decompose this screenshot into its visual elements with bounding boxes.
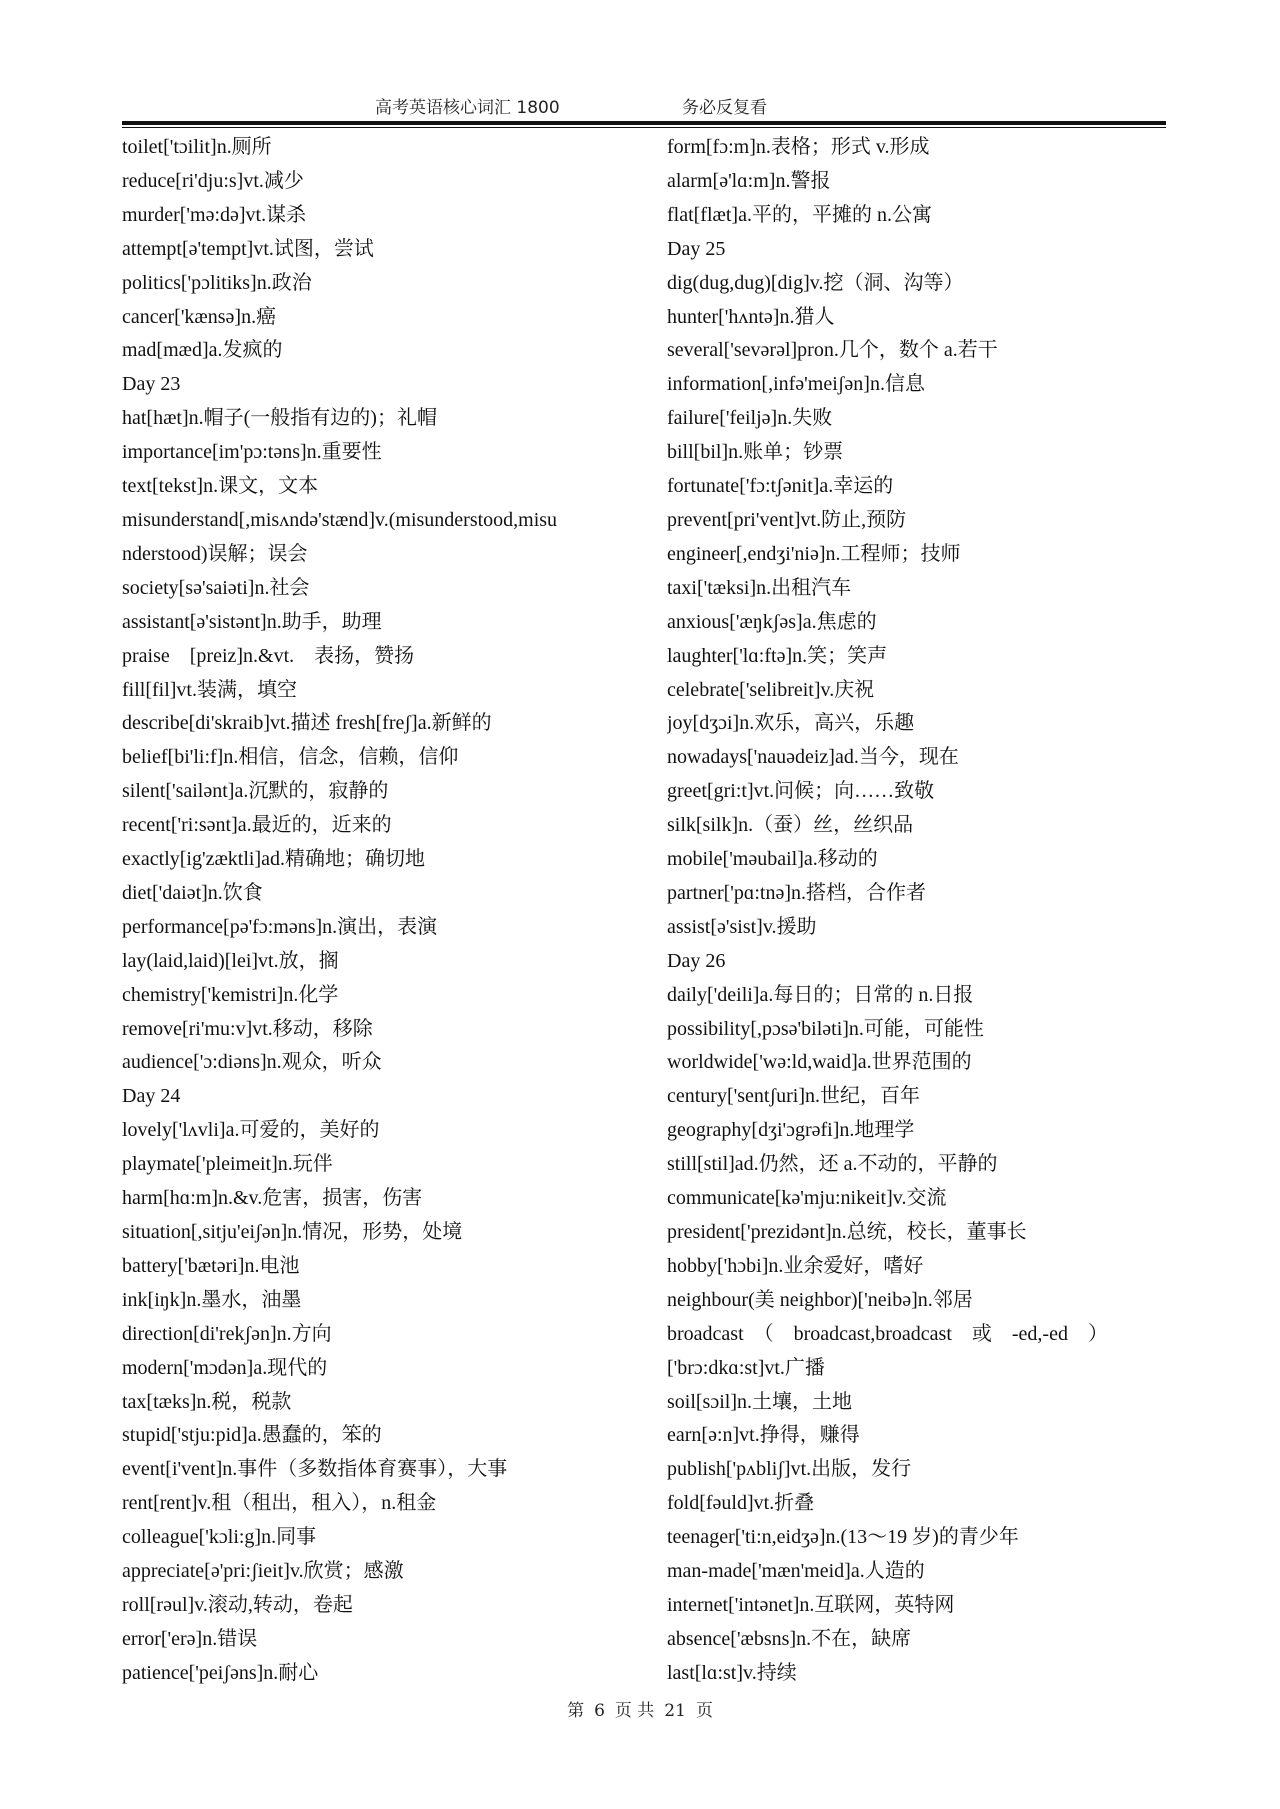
- vocab-entry: engineer[,endʒi'niə]n.工程师；技师: [667, 542, 961, 565]
- day-heading: Day 23: [122, 373, 181, 396]
- vocab-entry: attempt[ə'tempt]vt.试图，尝试: [122, 237, 374, 260]
- vocab-entry: daily['deili]a.每日的；日常的 n.日报: [667, 983, 974, 1006]
- vocab-entry: century['sentʃuri]n.世纪，百年: [667, 1085, 920, 1108]
- vocab-entry: mobile['məubail]a.移动的: [667, 848, 878, 871]
- vocab-entry: roll[rəul]v.滚动,转动，卷起: [122, 1593, 353, 1616]
- vocab-entry: form[fɔ:m]n.表格；形式 v.形成: [667, 136, 930, 158]
- vocab-entry: dig(dug,dug)[dig]v.挖（洞、沟等）: [667, 271, 964, 294]
- vocab-entry: possibility[,pɔsə'biləti]n.可能，可能性: [667, 1017, 984, 1040]
- vocab-entry: joy[dʒɔi]n.欢乐，高兴，乐趣: [667, 712, 915, 735]
- vocab-entry: taxi['tæksi]n.出租汽车: [667, 576, 852, 599]
- page-header: [122, 93, 1166, 119]
- vocab-entry: belief[bi'li:f]n.相信，信念，信赖，信仰: [122, 746, 459, 769]
- vocab-entry: laughter['lɑ:ftə]n.笑；笑声: [667, 644, 888, 667]
- vocab-entry: information[,infə'meiʃən]n.信息: [667, 373, 925, 396]
- vocab-entry: toilet['tɔilit]n.厕所: [122, 136, 272, 158]
- vocab-entry: assistant[ə'sistənt]n.助手，助理: [122, 610, 382, 633]
- vocab-entry: misunderstand[,misʌndə'stænd]v.(misunderstood,misu: [122, 508, 558, 531]
- footer-prefix: 第: [567, 1701, 585, 1721]
- vocab-entry: still[stil]ad.仍然，还 a.不动的，平静的: [667, 1153, 998, 1176]
- vocab-entry: president['prezidənt]n.总统，校长，董事长: [667, 1221, 1027, 1243]
- footer-suffix: 页: [695, 1701, 713, 1721]
- vocab-entry: battery['bætəri]n.电池: [122, 1254, 300, 1277]
- footer-page-number: 6: [594, 1701, 605, 1721]
- vocab-entry: silk[silk]n.（蚕）丝，丝织品: [667, 814, 914, 837]
- header-title: 高考英语核心词汇 1800: [375, 98, 560, 118]
- vocab-entry: failure['feiljə]n.失败: [667, 407, 833, 430]
- vocab-entry: communicate[kə'mju:nikeit]v.交流: [667, 1187, 947, 1210]
- vocab-entry: man-made['mæn'meid]a.人造的: [667, 1560, 925, 1583]
- vocab-entry: absence['æbsns]n.不在，缺席: [667, 1627, 912, 1650]
- vocab-entry: soil[sɔil]n.土壤，土地: [667, 1390, 852, 1413]
- footer-total-pages: 21: [664, 1701, 686, 1721]
- vocab-entry: ink[iŋk]n.墨水，油墨: [122, 1288, 302, 1311]
- vocab-entry: geography[dʒi'ɔgrəfi]n.地理学: [667, 1119, 915, 1142]
- vocab-entry: direction[di'rekʃən]n.方向: [122, 1322, 332, 1345]
- vocab-entry: ['brɔ:dkɑ:st]vt.广播: [667, 1356, 825, 1379]
- vocab-entry: text[tekst]n.课文，文本: [122, 475, 319, 498]
- day-heading: Day 26: [667, 949, 726, 972]
- vocab-entry: praise [preiz]n.&vt. 表扬，赞扬: [122, 644, 415, 667]
- vocab-entry: performance[pə'fɔ:məns]n.演出，表演: [122, 915, 438, 938]
- vocab-entry: modern['mɔdən]a.现代的: [122, 1356, 328, 1379]
- left-column: [122, 131, 642, 1691]
- vocab-entry: patience['peiʃəns]n.耐心: [122, 1661, 319, 1684]
- vocab-entry: fill[fil]vt.装满，填空: [122, 678, 297, 701]
- vocab-entry: alarm[ə'lɑ:m]n.警报: [667, 169, 831, 192]
- vocab-entry: lovely['lʌvli]a.可爱的，美好的: [122, 1119, 380, 1142]
- vocab-entry: tax[tæks]n.税，税款: [122, 1390, 292, 1413]
- vocab-entry: several['sevərəl]pron.几个，数个 a.若干: [667, 339, 998, 362]
- vocab-entry: colleague['kɔli:g]n.同事: [122, 1526, 317, 1549]
- header-note: 务必反复看: [682, 98, 767, 118]
- vocab-entry: assist[ə'sist]v.援助: [667, 915, 817, 938]
- page-footer: [0, 1696, 1280, 1721]
- vocab-entry: harm[hɑ:m]n.&v.危害，损害，伤害: [122, 1187, 423, 1210]
- day-heading: Day 24: [122, 1085, 181, 1108]
- vocab-entry: recent['ri:sənt]a.最近的，近来的: [122, 814, 392, 837]
- header-rule-thick: [122, 121, 1166, 125]
- vocab-entry: murder['mə:də]vt.谋杀: [122, 203, 307, 226]
- vocab-entry: situation[,sitju'eiʃən]n.情况，形势，处境: [122, 1221, 463, 1243]
- vocab-entry: flat[flæt]a.平的，平摊的 n.公寓: [667, 203, 932, 226]
- vocab-entry: prevent[pri'vent]vt.防止,预防: [667, 508, 907, 531]
- vocab-entry: internet['intənet]n.互联网，英特网: [667, 1593, 955, 1616]
- vocab-entry: nderstood)误解；误会: [122, 542, 308, 565]
- vocab-entry: teenager['ti:n,eidʒə]n.(13～19 岁)的青少年: [667, 1526, 1019, 1549]
- vocab-entry: lay(laid,laid)[lei]vt.放，搁: [122, 949, 339, 972]
- vocab-entry: politics['pɔlitiks]n.政治: [122, 271, 312, 294]
- vocab-entry: mad[mæd]a.发疯的: [122, 339, 283, 362]
- vocab-entry: bill[bil]n.账单；钞票: [667, 441, 844, 464]
- vocab-entry: cancer['kænsə]n.癌: [122, 305, 277, 328]
- vocab-entry: nowadays['nauədeiz]ad.当今，现在: [667, 746, 959, 769]
- header-rule-thin: [122, 127, 1166, 128]
- vocab-entry: broadcast （ broadcast,broadcast 或 -ed,-ed ）: [667, 1322, 1108, 1345]
- vocab-entry: remove[ri'mu:v]vt.移动，移除: [122, 1017, 373, 1040]
- vocab-entry: anxious['æŋkʃəs]a.焦虑的: [667, 610, 877, 633]
- vocab-entry: hobby['hɔbi]n.业余爱好，嗜好: [667, 1254, 924, 1277]
- vocab-entry: partner['pɑ:tnə]n.搭档，合作者: [667, 881, 927, 904]
- vocab-entry: silent['sailənt]a.沉默的，寂静的: [122, 780, 389, 803]
- vocab-entry: playmate['pleimeit]n.玩伴: [122, 1153, 333, 1176]
- vocab-entry: stupid['stju:pid]a.愚蠢的，笨的: [122, 1424, 382, 1447]
- vocab-entry: hat[hæt]n.帽子(一般指有边的)；礼帽: [122, 407, 437, 430]
- vocab-entry: fold[fəuld]vt.折叠: [667, 1492, 815, 1515]
- vocab-entry: reduce[ri'dju:s]vt.减少: [122, 169, 304, 192]
- right-column: [667, 131, 1166, 1691]
- vocab-entry: event[i'vent]n.事件（多数指体育赛事），大事: [122, 1458, 508, 1481]
- footer-mid: 页 共: [614, 1701, 655, 1721]
- vocab-entry: exactly[ig'zæktli]ad.精确地；确切地: [122, 848, 425, 871]
- vocab-entry: diet['daiət]n.饮食: [122, 881, 263, 904]
- vocab-entry: error['erə]n.错误: [122, 1627, 258, 1650]
- day-heading: Day 25: [667, 237, 726, 260]
- vocab-entry: importance[im'pɔ:təns]n.重要性: [122, 441, 382, 464]
- vocab-entry: worldwide['wə:ld,waid]a.世界范围的: [667, 1051, 972, 1074]
- vocab-entry: rent[rent]v.租（租出，租入），n.租金: [122, 1492, 437, 1515]
- vocab-entry: chemistry['kemistri]n.化学: [122, 983, 339, 1006]
- vocab-entry: celebrate['selibreit]v.庆祝: [667, 678, 875, 701]
- vocab-entry: neighbour(美 neighbor)['neibə]n.邻居: [667, 1288, 973, 1311]
- vocab-entry: hunter['hʌntə]n.猎人: [667, 305, 835, 328]
- vocab-entry: society[sə'saiəti]n.社会: [122, 576, 310, 599]
- vocab-entry: greet[gri:t]vt.问候；向……致敬: [667, 780, 935, 803]
- vocab-entry: last[lɑ:st]v.持续: [667, 1661, 797, 1684]
- vocab-entry: publish['pʌbliʃ]vt.出版，发行: [667, 1458, 912, 1481]
- vocab-entry: fortunate['fɔ:tʃənit]a.幸运的: [667, 475, 894, 498]
- vocab-entry: describe[di'skraib]vt.描述 fresh[freʃ]a.新鲜的: [122, 712, 492, 735]
- vocab-entry: earn[ə:n]vt.挣得，赚得: [667, 1424, 860, 1447]
- vocab-entry: audience['ɔ:diəns]n.观众，听众: [122, 1051, 382, 1074]
- vocab-entry: appreciate[ə'pri:ʃieit]v.欣赏；感激: [122, 1560, 404, 1583]
